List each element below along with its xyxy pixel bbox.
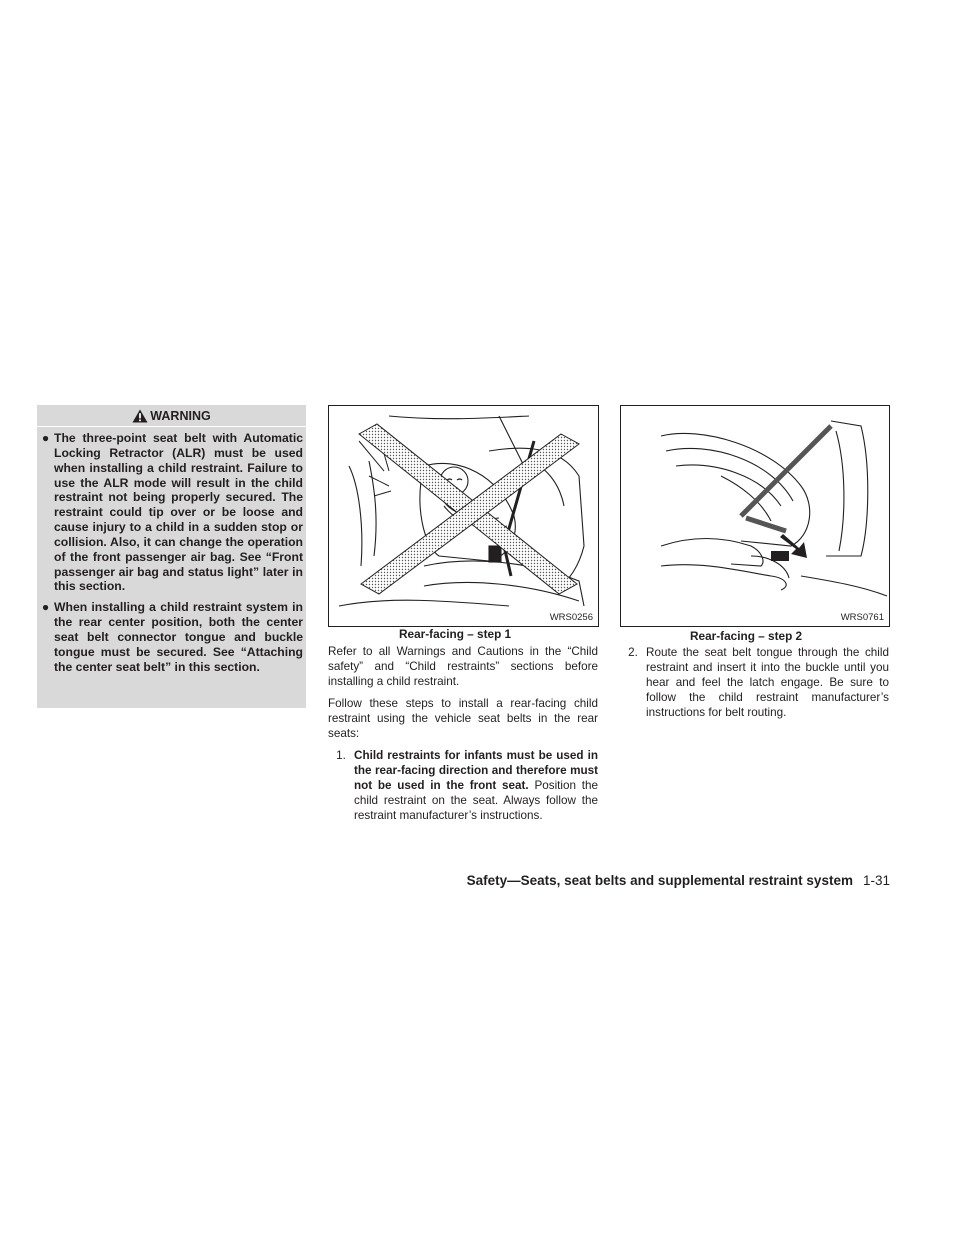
warning-box — [37, 405, 306, 708]
right-column — [620, 645, 889, 720]
warning-item-text: The three-point seat belt with Automatic Locking Retractor (ALR) must be used when installing a child restraint. Failure to use the ALR mode will result in the child restraint not being properly secured. The restraint could tip over or be loose and cause injury to a child in a sudden stop or collision. Also, it can change the operation of the front passenger air bag. See “Front passenger air bag and status light” later in this section. — [54, 431, 303, 594]
figure-code: WRS0761 — [840, 612, 884, 623]
paragraph: Refer to all Warnings and Cautions in the “Child safety” and “Child restraints” sections before installing a child restraint. — [328, 645, 598, 688]
step-number: 1. — [336, 749, 346, 762]
warning-list — [37, 427, 306, 675]
figure-caption: Rear-facing – step 2 — [690, 629, 803, 643]
step-bold-text: Child restraints for infants must be used in the rear-facing direction and therefore must not be used in the front seat. — [354, 749, 598, 792]
warning-item — [37, 431, 303, 594]
warning-title: WARNING — [150, 408, 211, 423]
step-2 — [620, 645, 889, 720]
warning-item — [37, 600, 303, 674]
figure-code: WRS0256 — [549, 612, 593, 623]
step-1 — [328, 748, 598, 823]
step-text: Route the seat belt tongue through the child restraint and insert it into the buckle until you hear and feel the latch engage. Be sure to follow the child restraint manufacturer’s instructions for belt routing. — [646, 646, 889, 719]
paragraph: Follow these steps to install a rear-facing child restraint using the vehicle seat belts in the rear seats: — [328, 697, 598, 740]
step-text — [354, 748, 598, 823]
section-title: Safety—Seats, seat belts and supplemental restraint system — [466, 873, 853, 888]
middle-column — [328, 644, 598, 823]
figure-caption: Rear-facing – step 1 — [399, 627, 512, 641]
page-number: 1-31 — [862, 873, 890, 888]
warning-triangle-icon — [132, 409, 148, 423]
child-seat-illustration-crossed — [329, 406, 598, 626]
step-normal-text: Position the child restraint on the seat. Always follow the restraint manufacturer’s instructions. — [354, 779, 599, 822]
bullet: ● — [41, 431, 50, 445]
warning-item-text: When installing a child restraint system in the rear center position, both the center seat belt connector tongue and buckle tongue must be secured. See “Attaching the center seat belt” in this section. — [54, 600, 303, 674]
bullet: ● — [41, 600, 50, 615]
figure-rear-facing-step-1 — [328, 405, 599, 627]
page-footer — [300, 873, 890, 888]
figure-rear-facing-step-2 — [620, 405, 890, 627]
warning-header — [37, 405, 306, 427]
child-seat-buckle-illustration — [621, 406, 889, 626]
step-number: 2. — [628, 646, 638, 659]
